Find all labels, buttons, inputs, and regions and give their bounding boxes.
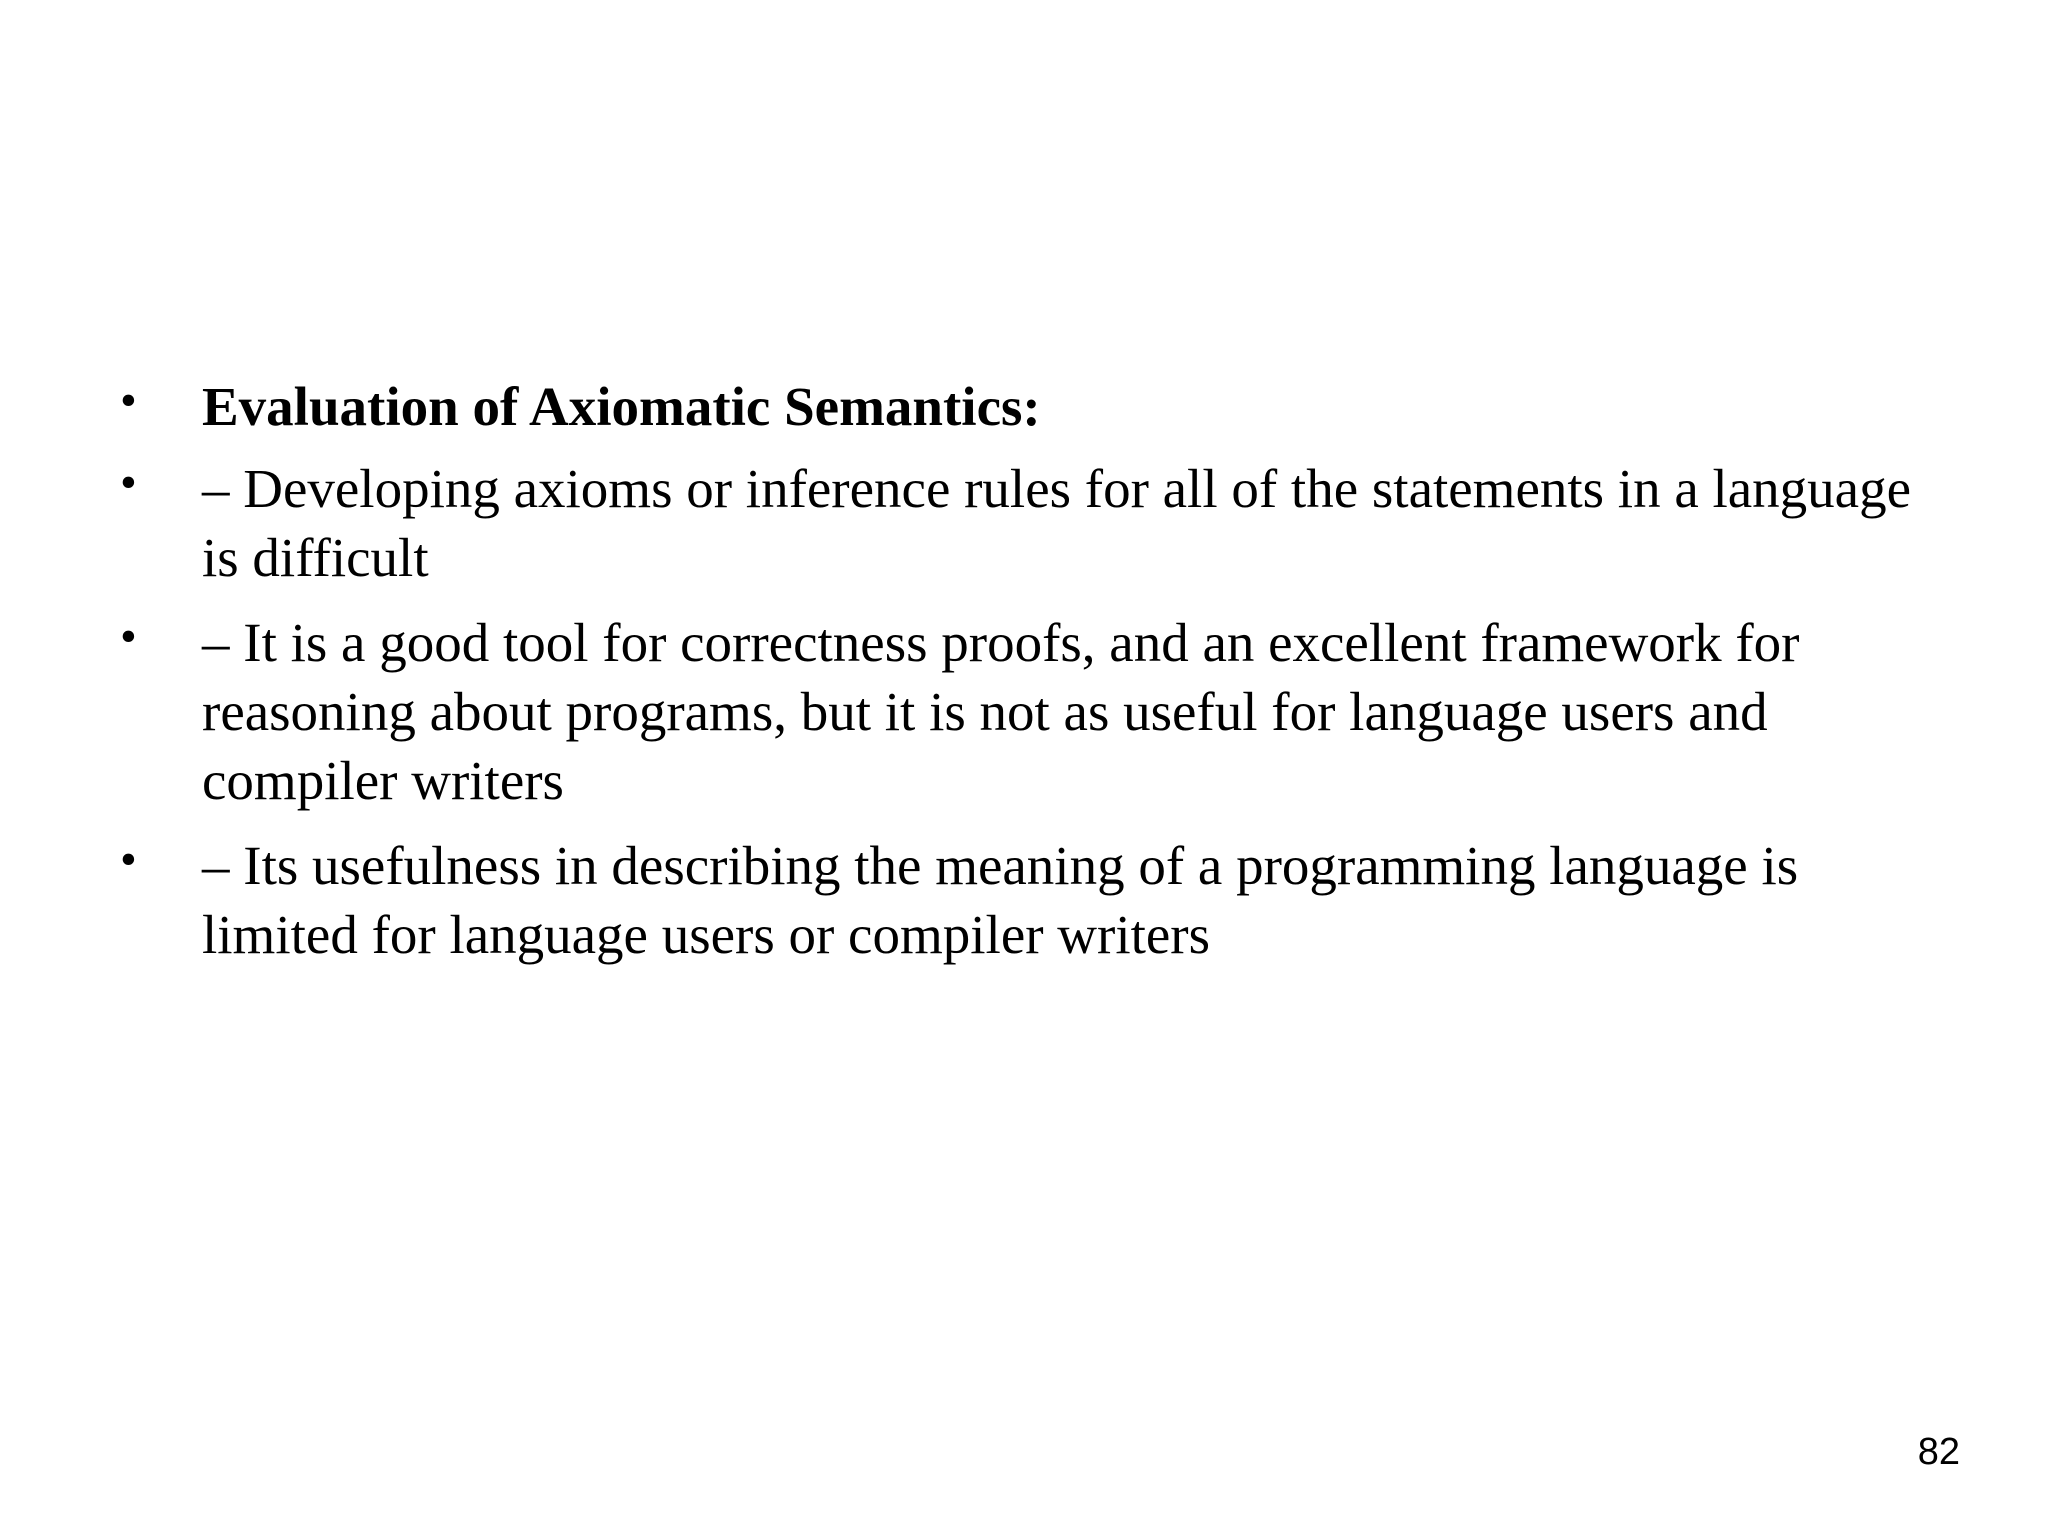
bullet-item-heading [120, 372, 1920, 441]
bullet-icon: • [120, 833, 137, 886]
bullet-text: – Developing axioms or inference rules for all of the statements in a language is difficult [202, 458, 1912, 588]
bullet-item [120, 831, 1920, 969]
bullet-text: Evaluation of Axiomatic Semantics: [202, 376, 1041, 437]
bullet-icon: • [120, 456, 137, 509]
bullet-item [120, 454, 1920, 592]
bullet-text: – Its usefulness in describing the meaning of a programming language is limited for language users or compiler writers [202, 835, 1799, 965]
bullet-text: – It is a good tool for correctness proofs, and an excellent framework for reasoning about programs, but it is not as useful for language users and compiler writers [202, 612, 1800, 811]
bullet-list [120, 372, 1920, 985]
bullet-icon: • [120, 374, 137, 427]
page-number: 82 [1917, 1431, 1960, 1473]
bullet-item [120, 608, 1920, 815]
bullet-icon: • [120, 610, 137, 663]
